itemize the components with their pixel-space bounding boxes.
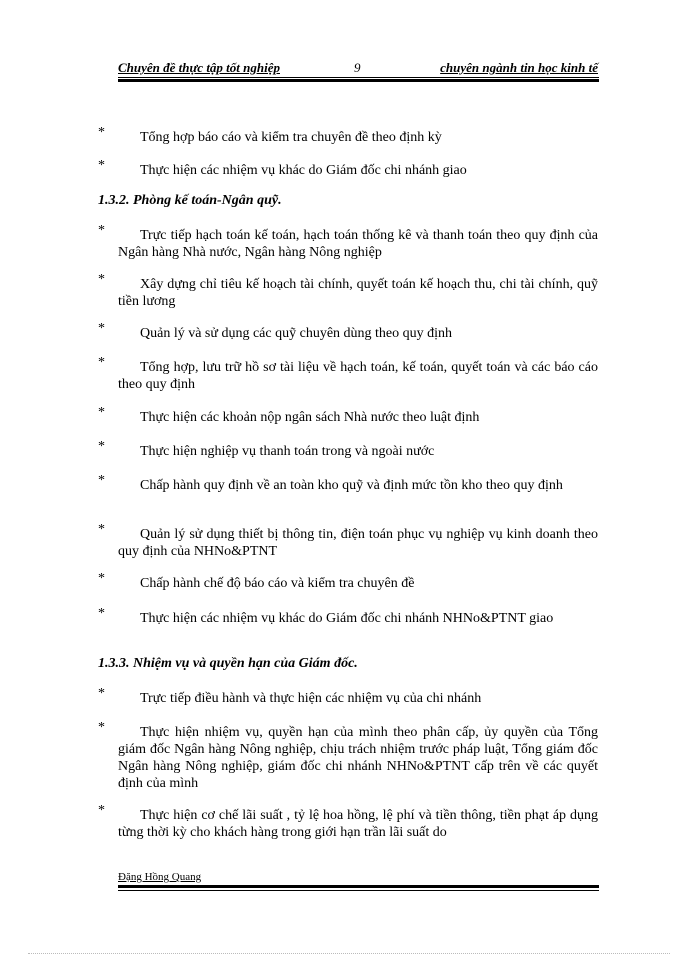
list-item: Thực hiện nhiệm vụ, quyền hạn của mình theo phân cấp, ủy quyền của Tổng giám đốc Ngân hàng Nông nghiệp, chịu trách nhiệm trước pháp luật, Tổng giám đốc Ngân hàng Nông nghiệp, giám đốc chi nhánh NHNo&PTNT cấp trên về các quyết định của mình bbox=[118, 725, 598, 791]
section-heading-1-3-3: 1.3.3. Nhiệm vụ và quyền hạn của Giám đốc. bbox=[98, 656, 358, 671]
bullet-marker: * bbox=[98, 405, 105, 420]
bullet-marker: * bbox=[98, 321, 105, 336]
list-item: Xây dựng chỉ tiêu kế hoạch tài chính, quyết toán kế hoạch thu, chi tài chính, quỹ tiền lương bbox=[118, 277, 598, 309]
footer-author: Đặng Hồng Quang bbox=[118, 871, 202, 883]
bullet-marker: * bbox=[98, 272, 105, 287]
footer-rule-thin bbox=[118, 890, 599, 891]
list-item: Thực hiện các khoản nộp ngân sách Nhà nước theo luật định bbox=[140, 410, 480, 425]
bullet-marker: * bbox=[98, 686, 105, 701]
section-heading-1-3-2: 1.3.2. Phòng kế toán-Ngân quỹ. bbox=[98, 193, 282, 208]
page-edge-line bbox=[28, 953, 670, 954]
bullet-marker: * bbox=[98, 571, 105, 586]
list-item: Tổng hợp báo cáo và kiểm tra chuyên đề theo định kỳ bbox=[140, 130, 442, 145]
header-right-title: chuyên ngành tin học kinh tế bbox=[440, 60, 598, 75]
bullet-marker: * bbox=[98, 606, 105, 621]
bullet-marker: * bbox=[98, 522, 105, 537]
bullet-marker: * bbox=[98, 720, 105, 735]
list-item: Chấp hành quy định về an toàn kho quỹ và định mức tồn kho theo quy định bbox=[140, 478, 563, 493]
list-item: Tổng hợp, lưu trữ hồ sơ tài liệu về hạch toán, kế toán, quyết toán và các báo cáo theo quy định bbox=[118, 360, 598, 392]
footer-rule-thick bbox=[118, 885, 599, 888]
list-item: Quản lý sử dụng thiết bị thông tin, điện toán phục vụ nghiệp vụ kinh doanh theo quy định của NHNo&PTNT bbox=[118, 527, 598, 559]
header-rule-thin bbox=[118, 77, 599, 78]
page-header bbox=[118, 60, 598, 76]
list-item: Thực hiện cơ chế lãi suất , tỷ lệ hoa hồng, lệ phí và tiền thông, tiền phạt áp dụng từng thời kỳ cho khách hàng trong giới hạn trần lãi suất do bbox=[118, 808, 598, 840]
bullet-marker: * bbox=[98, 158, 105, 173]
list-item: Quản lý và sử dụng các quỹ chuyên dùng theo quy định bbox=[140, 326, 453, 341]
list-item: Thực hiện các nhiệm vụ khác do Giám đốc chi nhánh NHNo&PTNT giao bbox=[140, 611, 554, 626]
bullet-marker: * bbox=[98, 803, 105, 818]
bullet-marker: * bbox=[98, 473, 105, 488]
list-item: Trực tiếp hạch toán kế toán, hạch toán thống kê và thanh toán theo quy định của Ngân hàng Nhà nước, Ngân hàng Nông nghiệp bbox=[118, 228, 598, 260]
page-number: 9 bbox=[354, 60, 361, 75]
bullet-marker: * bbox=[98, 125, 105, 140]
list-item: Thực hiện các nhiệm vụ khác do Giám đốc chi nhánh giao bbox=[140, 163, 467, 178]
bullet-marker: * bbox=[98, 223, 105, 238]
header-left-title: Chuyên đề thực tập tốt nghiệp bbox=[118, 60, 280, 75]
list-item: Trực tiếp điều hành và thực hiện các nhiệm vụ của chi nhánh bbox=[140, 691, 482, 706]
list-item: Chấp hành chế độ báo cáo và kiểm tra chuyên đề bbox=[140, 576, 415, 591]
bullet-marker: * bbox=[98, 439, 105, 454]
header-rule-thick bbox=[118, 79, 599, 82]
bullet-marker: * bbox=[98, 355, 105, 370]
list-item: Thực hiện nghiệp vụ thanh toán trong và ngoài nước bbox=[140, 444, 435, 459]
